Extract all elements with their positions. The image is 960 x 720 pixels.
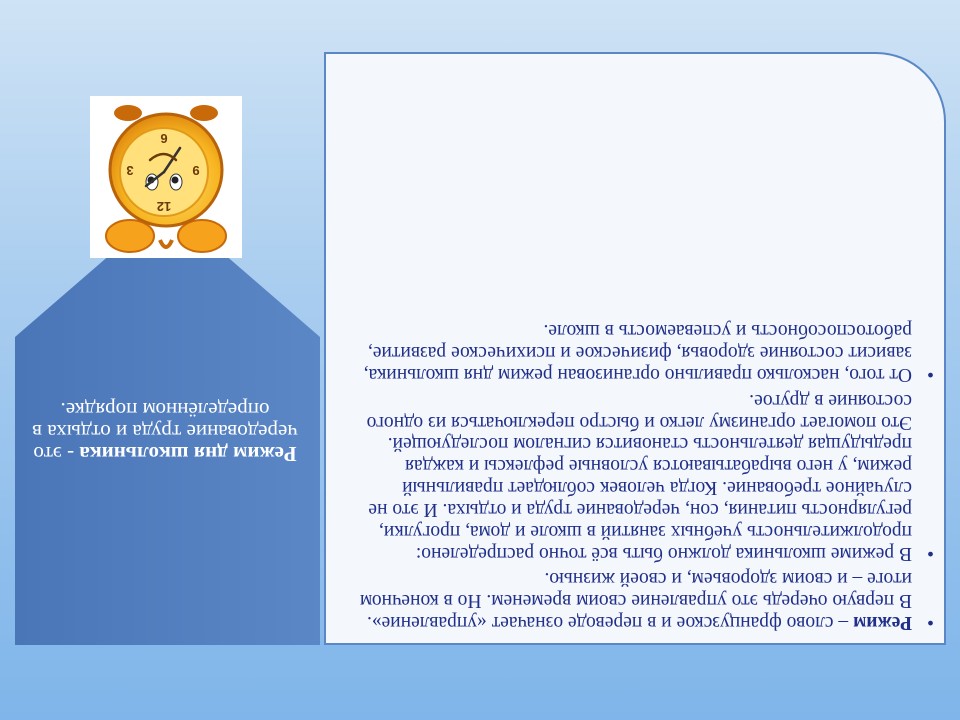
bullet-icon: • [926, 611, 934, 633]
clock-picture [90, 96, 242, 258]
bullet-icon: • [926, 541, 934, 564]
chevron-text [20, 399, 310, 465]
list-item [352, 319, 934, 385]
bullet-list [326, 319, 944, 643]
bullet-icon: • [926, 362, 934, 385]
clock-number-12: 12 [156, 199, 172, 214]
chevron-definition: - это чередование труда и отдыха в определённом порядке. [32, 397, 298, 466]
clock-number-3: 3 [126, 163, 134, 178]
alarm-clock-icon [90, 96, 242, 258]
chevron-term: Режим дня школьника [79, 442, 297, 466]
paragraph-text: – слово французское и в переводе означает «управление». В первую очередь это управление своим временем. Но в конечном итоге – и своим здоровьем, и своей жизнью. [359, 568, 912, 633]
paragraph-text: От того, насколько правильно организован режим дня школьника, зависит состояние здоровья, физическое и психическое развитие, работоспособность и успеваемость в школе. [363, 320, 912, 385]
text-panel [324, 52, 946, 645]
paragraph-text: В режиме школьника должно быть всё точно распределено: продолжительность учебных занятий в школе и дома, прогулки, регулярность питания, сон, чередование труда и отдыха. И это не случайное требование. Когда человек соблюдает правильный режим, у него вырабатываются условные рефлексы и каждая предыдущая деятельность становится сигналом последующей. Это помогает организму легко и быстро переключаться из одного состояние в другое. [366, 389, 912, 564]
clock-number-9: 9 [192, 163, 200, 178]
list-item [352, 389, 934, 564]
clock-number-6: 6 [160, 131, 168, 146]
paragraph-term: Режим [853, 612, 912, 633]
list-item [352, 568, 934, 633]
